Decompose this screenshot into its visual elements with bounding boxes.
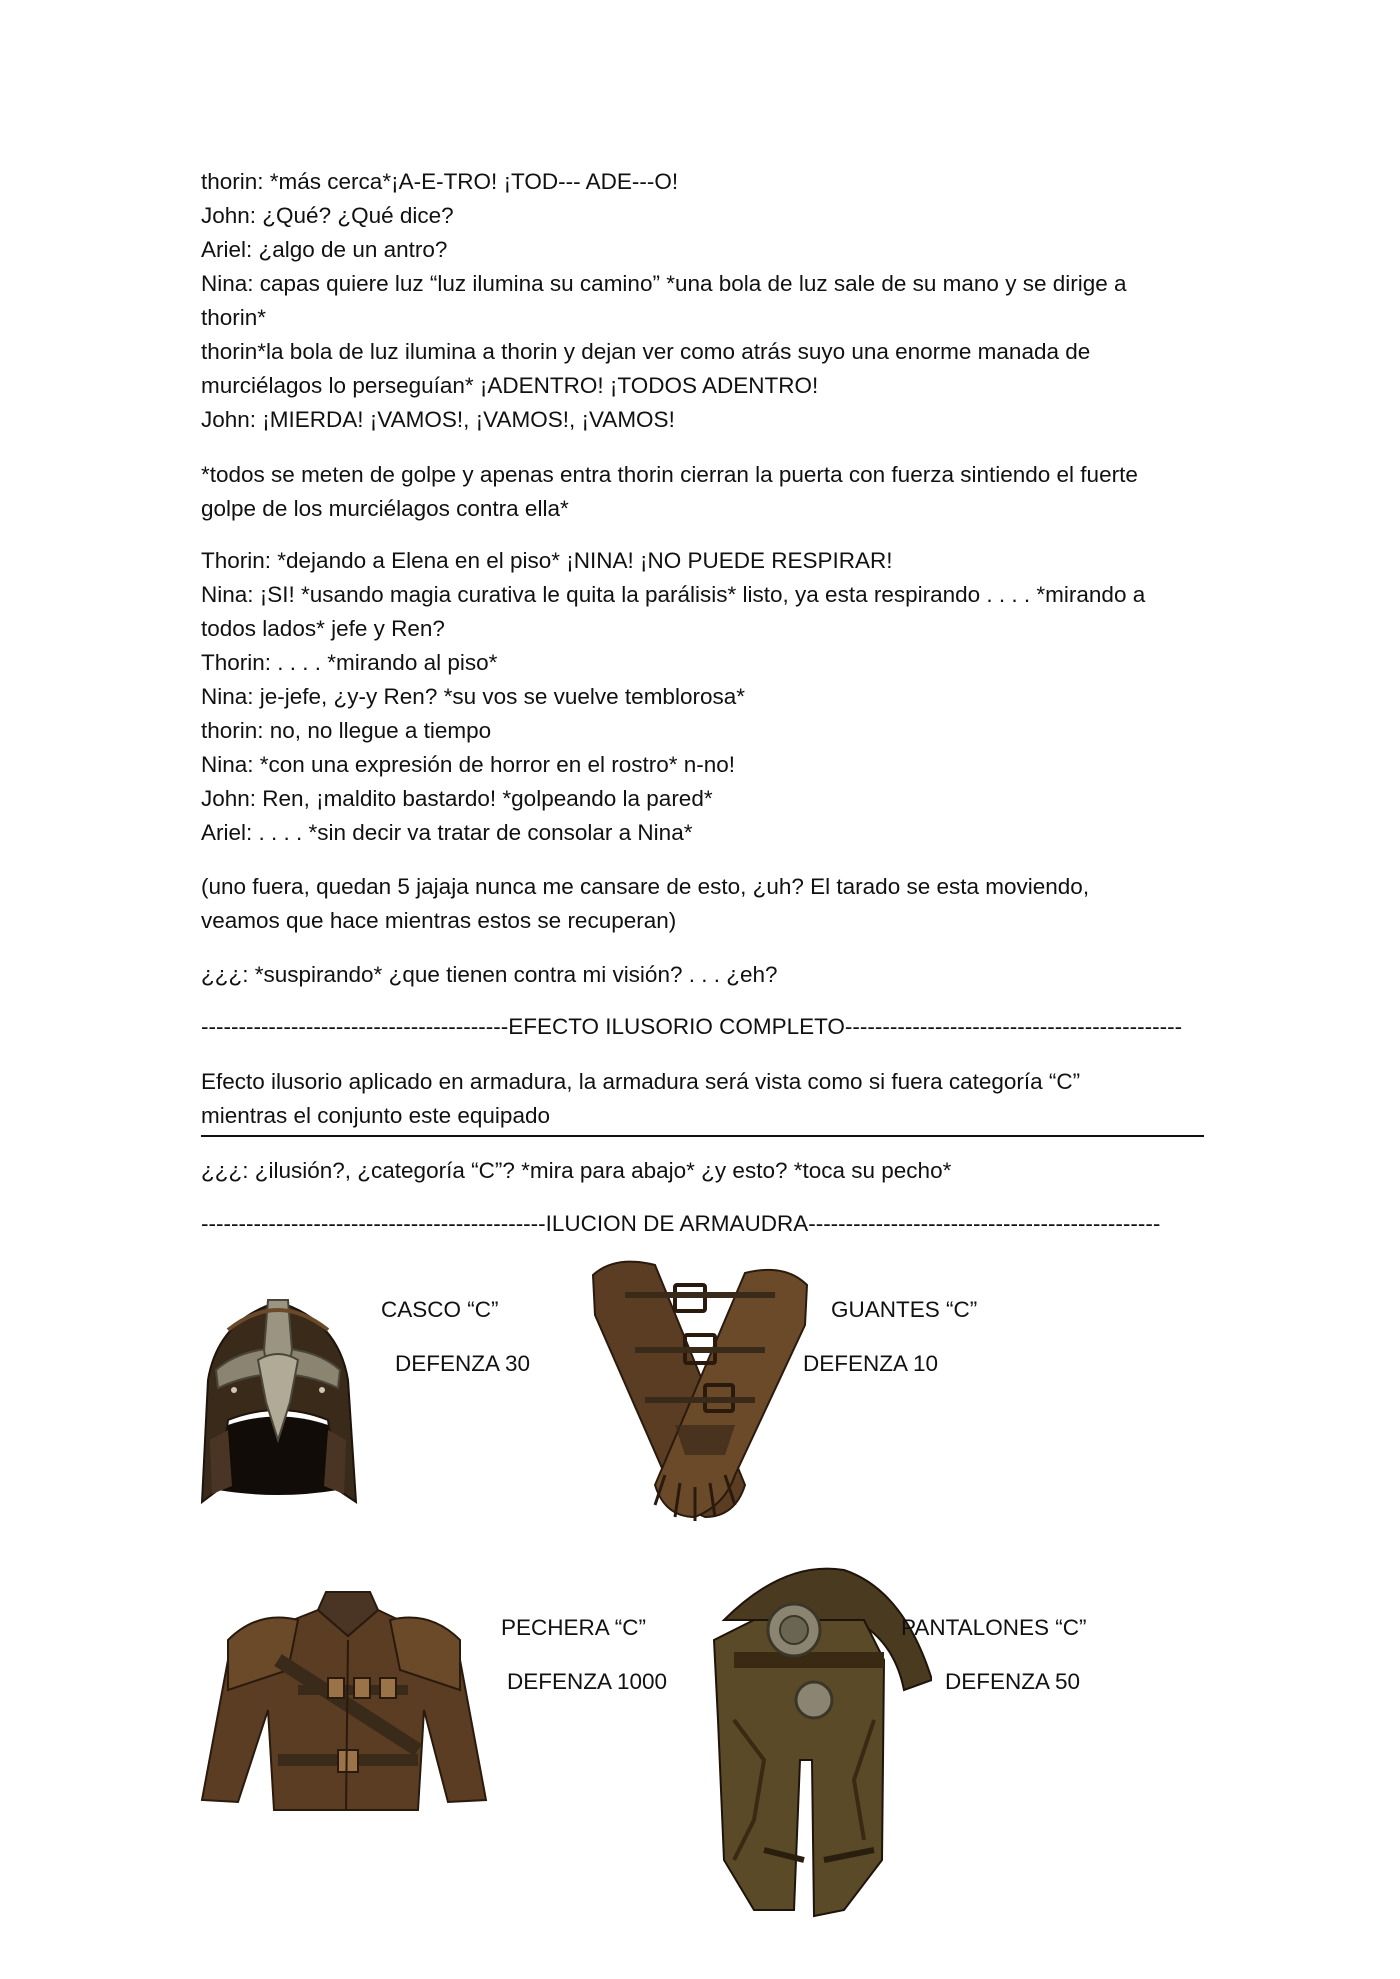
dialogue-block-5	[201, 958, 1201, 992]
section-divider-efecto: -----------------------------------------EFECTO ILUSORIO COMPLETO---------------------------------------------	[201, 1014, 1183, 1039]
text-line: John: ¡MIERDA! ¡VAMOS!, ¡VAMOS!, ¡VAMOS!	[201, 407, 675, 432]
chest-defense: DEFENZA 1000	[507, 1669, 668, 1694]
chest-icon	[198, 1580, 488, 1820]
text-line: Thorin: *dejando a Elena en el piso* ¡NINA! ¡NO PUEDE RESPIRAR!	[201, 548, 893, 573]
text-line: Ariel: ¿algo de un antro?	[201, 237, 448, 262]
horizontal-rule	[201, 1135, 1204, 1137]
text-line: mientras el conjunto este equipado	[201, 1103, 550, 1128]
gloves-icon	[585, 1255, 815, 1530]
text-line: ¿¿¿: ¿ilusión?, ¿categoría “C”? *mira para abajo* ¿y esto? *toca su pecho*	[201, 1158, 952, 1183]
helmet-icon	[198, 1290, 358, 1512]
text-line: ¿¿¿: *suspirando* ¿que tienen contra mi visión? . . . ¿eh?	[201, 962, 778, 987]
text-line: golpe de los murciélagos contra ella*	[201, 496, 569, 521]
helmet-name: CASCO “C”	[381, 1297, 499, 1322]
helmet-image	[198, 1290, 358, 1512]
text-line: todos lados* jefe y Ren?	[201, 616, 445, 641]
chest-name: PECHERA “C”	[501, 1615, 647, 1640]
text-line: John: ¿Qué? ¿Qué dice?	[201, 203, 454, 228]
text-line: thorin: *más cerca*¡A-E-TRO! ¡TOD--- ADE---O!	[201, 169, 679, 194]
pants-image	[694, 1560, 932, 1920]
narration-block-4	[201, 870, 1201, 938]
text-line: (uno fuera, quedan 5 jajaja nunca me cansare de esto, ¿uh? El tarado se esta moviendo,	[201, 874, 1090, 899]
text-line: veamos que hace mientras estos se recuperan)	[201, 908, 677, 933]
text-line: Nina: je-jefe, ¿y-y Ren? *su vos se vuelve temblorosa*	[201, 684, 745, 709]
pants-icon	[694, 1560, 932, 1920]
chest-image	[198, 1580, 488, 1820]
gloves-defense: DEFENZA 10	[803, 1351, 939, 1376]
gloves-image	[585, 1255, 815, 1530]
text-line: Efecto ilusorio aplicado en armadura, la armadura será vista como si fuera categoría “C”	[201, 1069, 1081, 1094]
text-line: murciélagos lo perseguían* ¡ADENTRO! ¡TODOS ADENTRO!	[201, 373, 819, 398]
text-line: Ariel: . . . . *sin decir va tratar de consolar a Nina*	[201, 820, 693, 845]
gloves-name: GUANTES “C”	[831, 1297, 978, 1322]
section-divider-ilucion: ----------------------------------------------ILUCION DE ARMAUDRA-----------------------------------------------	[201, 1211, 1161, 1236]
text-line: Nina: capas quiere luz “luz ilumina su camino” *una bola de luz sale de su mano y se dirige a	[201, 271, 1127, 296]
text-line: Nina: *con una expresión de horror en el rostro* n-no!	[201, 752, 736, 777]
text-line: *todos se meten de golpe y apenas entra thorin cierran la puerta con fuerza sintiendo el fuerte	[201, 462, 1138, 487]
system-message-block	[201, 1065, 1201, 1133]
text-line: thorin*la bola de luz ilumina a thorin y dejan ver como atrás suyo una enorme manada de	[201, 339, 1091, 364]
text-line: thorin*	[201, 305, 267, 330]
text-line: John: Ren, ¡maldito bastardo! *golpeando la pared*	[201, 786, 713, 811]
dialogue-block-7	[201, 1154, 1201, 1188]
text-line: Nina: ¡SI! *usando magia curativa le quita la parálisis* listo, ya esta respirando . . . . *mirando a	[201, 582, 1146, 607]
dialogue-block-3	[201, 544, 1201, 850]
text-line: Thorin: . . . . *mirando al piso*	[201, 650, 498, 675]
helmet-defense: DEFENZA 30	[395, 1351, 531, 1376]
pants-defense: DEFENZA 50	[945, 1669, 1081, 1694]
narration-block-2	[201, 458, 1201, 526]
pants-name: PANTALONES “C”	[901, 1615, 1087, 1640]
dialogue-block-1	[201, 165, 1201, 437]
text-line: thorin: no, no llegue a tiempo	[201, 718, 492, 743]
